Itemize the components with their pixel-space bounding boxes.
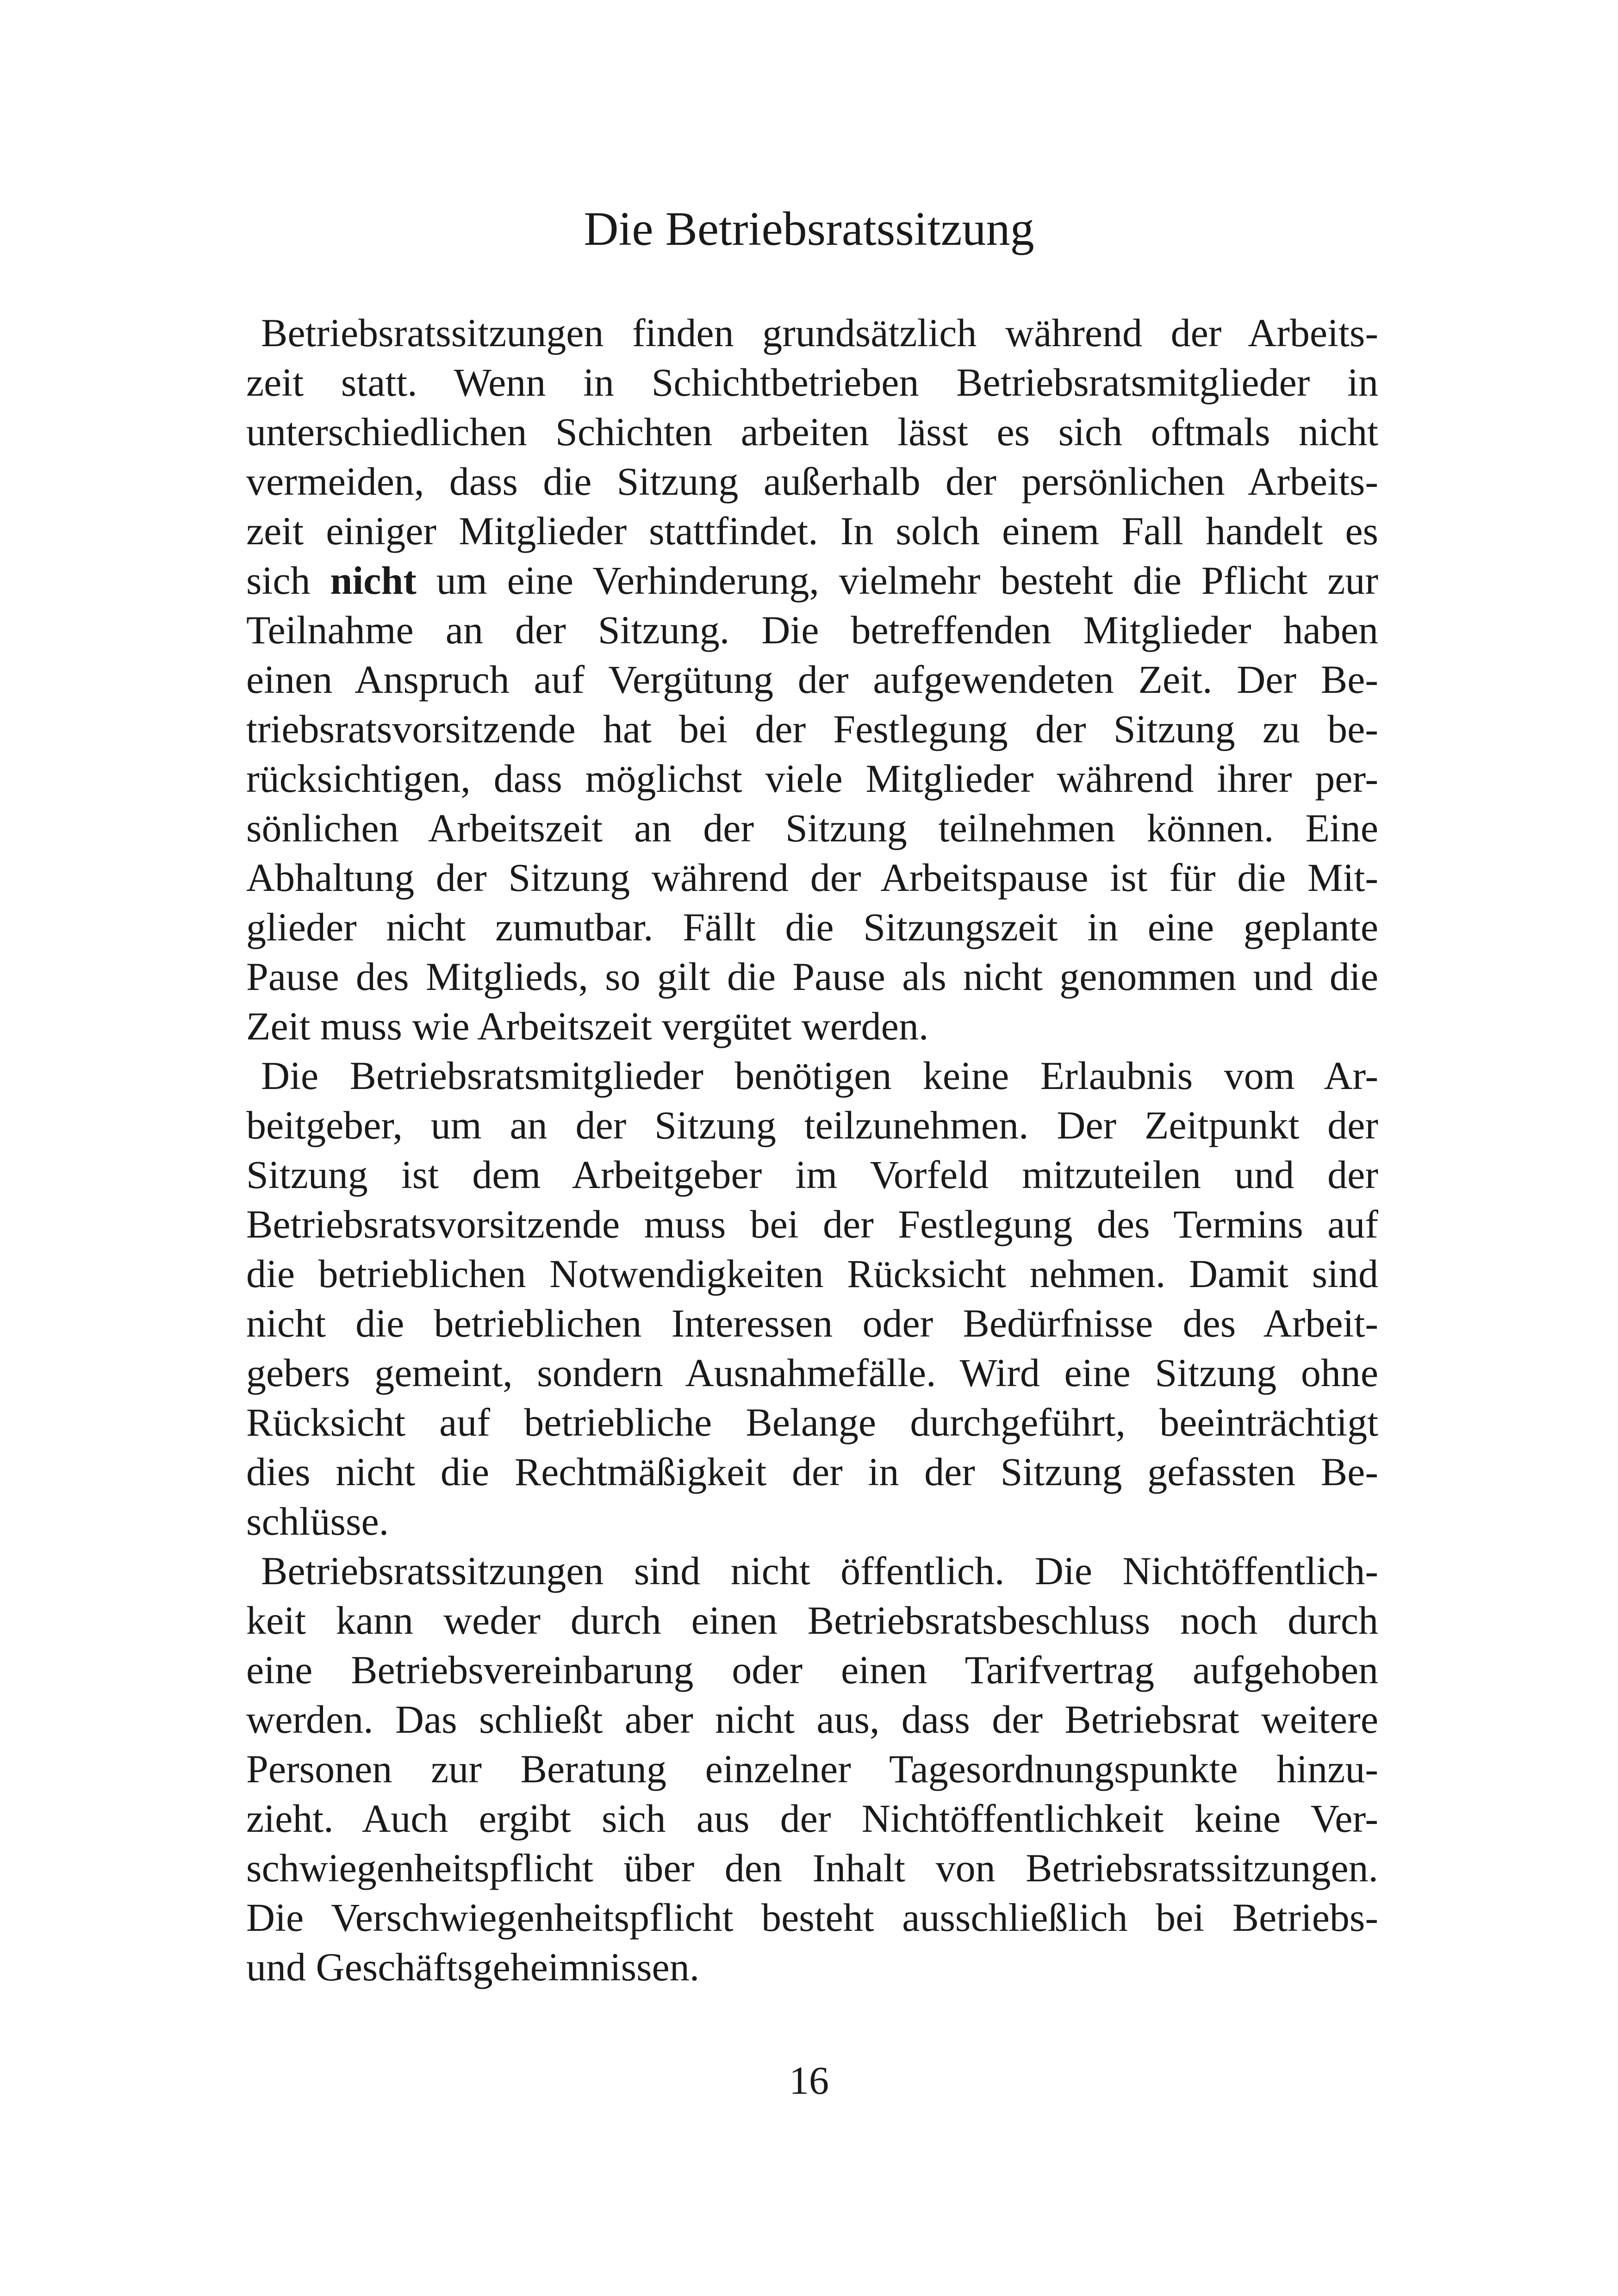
text-line: nicht die betrieblichen Interessen oder Bedürfnisse des Arbeit- [246,1301,1378,1345]
text-line: Die Verschwiegenheitspflicht besteht ausschließlich bei Betriebs- [246,1895,1378,1940]
text-line: eine Betriebsvereinbarung oder einen Tarifvertrag aufgehoben [246,1648,1378,1692]
page-title: Die Betriebsratssitzung [584,202,1034,255]
text-line: zeit statt. Wenn in Schichtbetrieben Betriebsratsmitglieder in [246,360,1378,404]
text-line: triebsratsvorsitzende hat bei der Festlegung der Sitzung zu be- [246,707,1378,751]
text-line: dies nicht die Rechtmäßigkeit der in der Sitzung gefassten Be- [246,1450,1378,1494]
paragraph-2 [246,1051,1378,1546]
text-line: Die Betriebsratsmitglieder benötigen keine Erlaubnis vom Ar- [261,1053,1378,1098]
paragraph-3 [246,1546,1378,1992]
text-line: Betriebsratssitzungen finden grundsätzlich während der Arbeits- [261,311,1378,355]
text-line: Personen zur Beratung einzelner Tagesordnungspunkte hinzu- [246,1747,1378,1791]
paragraph-1 [246,308,1378,1051]
text-line: glieder nicht zumutbar. Fällt die Sitzungszeit in eine geplante [246,905,1378,949]
text-line: Abhaltung der Sitzung während der Arbeitspause ist für die Mit- [246,855,1378,900]
text-fragment: sich [246,558,330,603]
text-line: Zeit muss wie Arbeitszeit vergütet werden. [246,1004,929,1048]
text-line: schlüsse. [246,1499,389,1543]
text-line: Rücksicht auf betriebliche Belange durchgeführt, beeinträchtigt [246,1400,1378,1444]
text-line: und Geschäftsgeheimnissen. [246,1945,700,1989]
body-text [246,308,1378,1992]
text-line: sönlichen Arbeitszeit an der Sitzung teilnehmen können. Eine [246,806,1378,850]
text-line: rücksichtigen, dass möglichst viele Mitglieder während ihrer per- [246,756,1378,801]
text-line: gebers gemeint, sondern Ausnahmefälle. Wird eine Sitzung ohne [246,1350,1378,1395]
text-line: keit kann weder durch einen Betriebsratsbeschluss noch durch [246,1598,1378,1643]
text-line: Teilnahme an der Sitzung. Die betreffenden Mitglieder haben [246,608,1378,652]
text-line: schwiegenheitspflicht über den Inhalt von Betriebsratssitzungen. [246,1846,1378,1890]
text-line: zeit einiger Mitglieder stattfindet. In solch einem Fall handelt es [246,509,1378,553]
page-number: 16 [789,2058,829,2103]
text-line: beitgeber, um an der Sitzung teilzunehmen. Der Zeitpunkt der [246,1103,1378,1147]
text-line: Betriebsratssitzungen sind nicht öffentlich. Die Nichtöffentlich- [261,1549,1378,1593]
text-line: die betrieblichen Notwendigkeiten Rücksicht nehmen. Damit sind [246,1251,1378,1296]
text-line: Betriebsratsvorsitzende muss bei der Festlegung des Termins auf [246,1202,1378,1246]
text-line: unterschiedlichen Schichten arbeiten lässt es sich oftmals nicht [246,410,1378,454]
text-line: einen Anspruch auf Vergütung der aufgewendeten Zeit. Der Be- [246,657,1378,702]
text-line: werden. Das schließt aber nicht aus, dass der Betriebsrat weitere [246,1697,1378,1742]
emphasis-word: nicht [330,558,417,603]
text-line-with-emphasis [246,556,1378,605]
text-line: vermeiden, dass die Sitzung außerhalb der persönlichen Arbeits- [246,459,1378,504]
text-line: Pause des Mitglieds, so gilt die Pause als nicht genommen und die [246,954,1378,999]
text-line: Sitzung ist dem Arbeitgeber im Vorfeld mitzuteilen und der [246,1152,1378,1197]
text-fragment: um eine Verhinderung, vielmehr besteht die Pflicht zur [416,558,1378,603]
text-line: zieht. Auch ergibt sich aus der Nichtöffentlichkeit keine Ver- [246,1796,1378,1841]
